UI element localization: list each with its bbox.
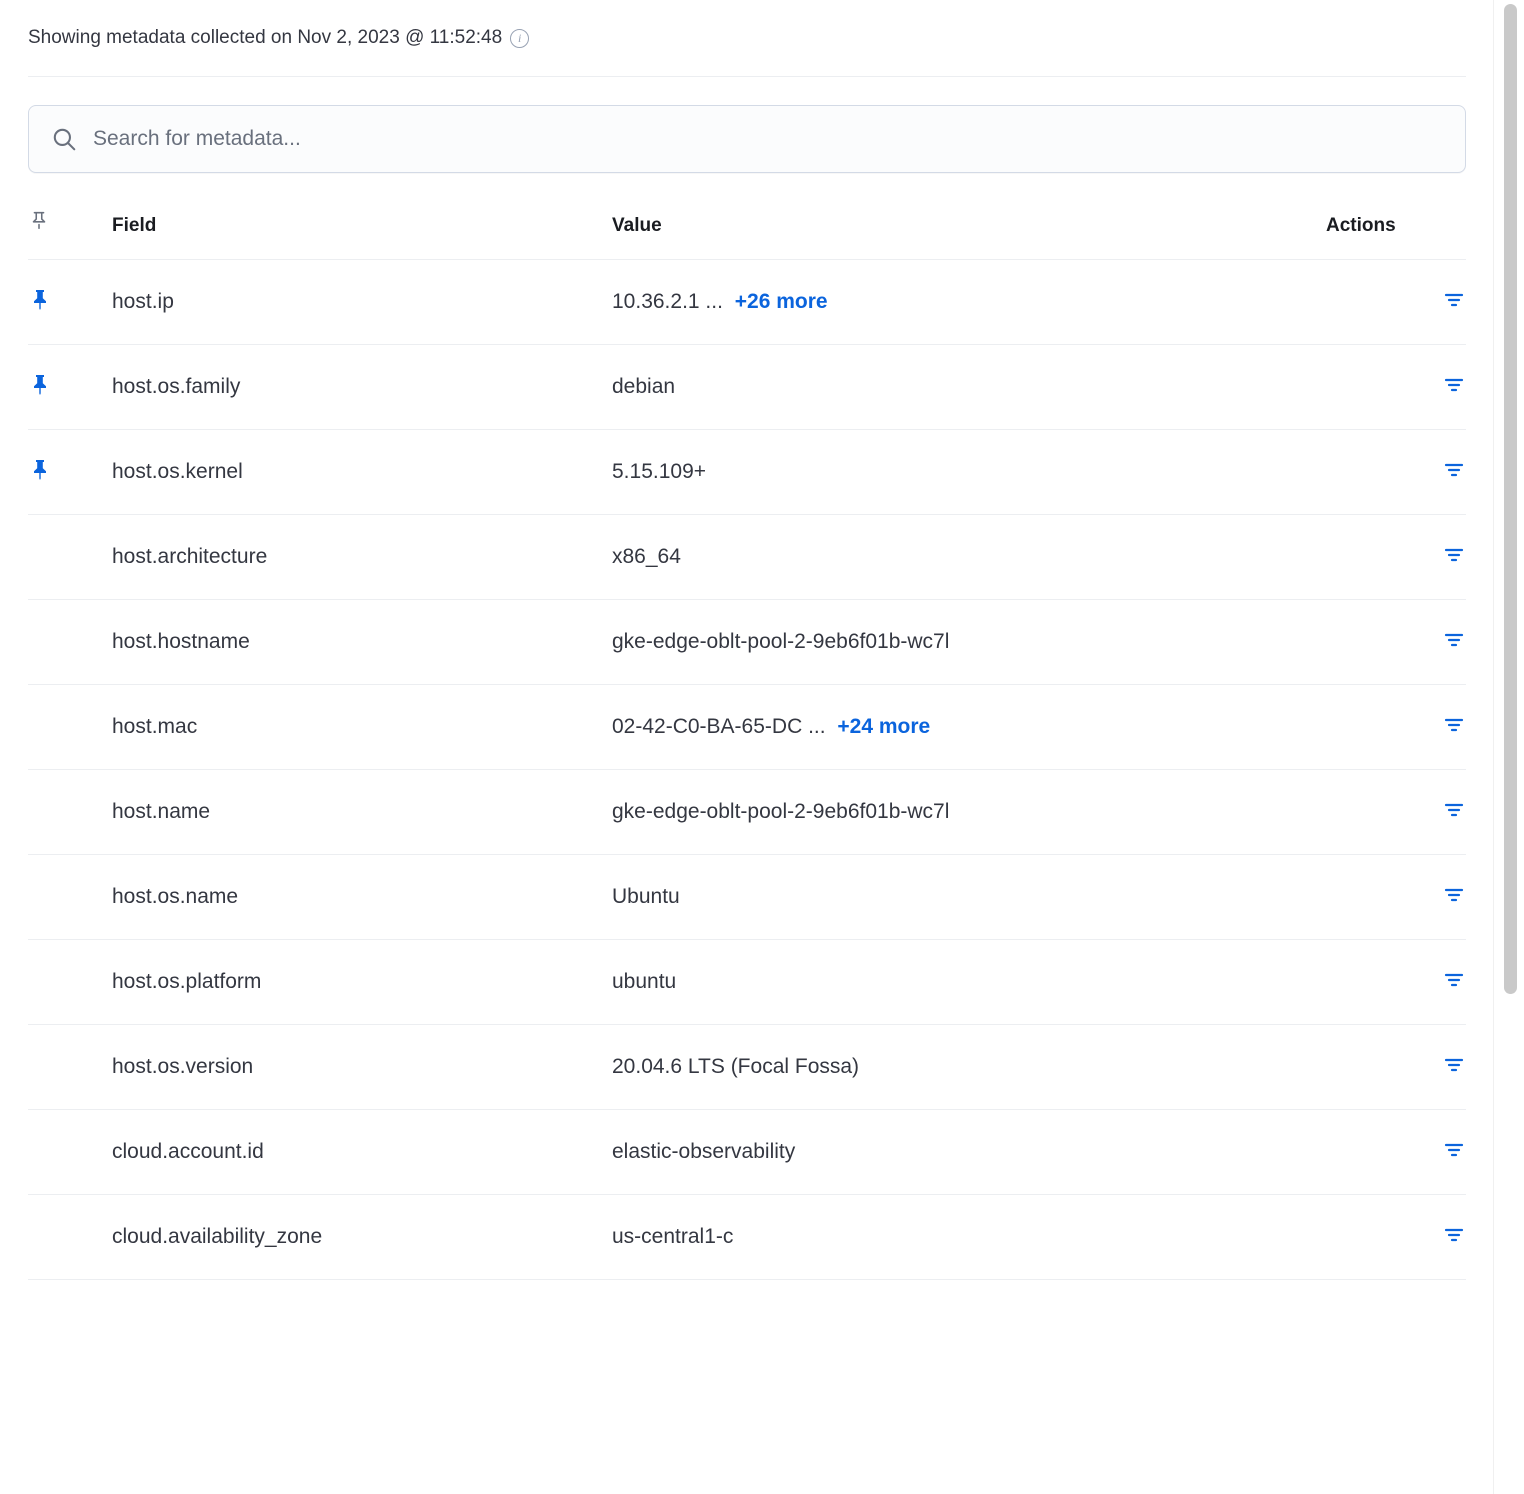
info-icon[interactable]: i xyxy=(510,29,529,48)
field-name: host.os.family xyxy=(112,345,612,430)
metadata-timestamp-text: Showing metadata collected on Nov 2, 2023 @ 11:52:48 xyxy=(28,27,503,48)
field-value xyxy=(612,685,1326,770)
scrollbar-thumb[interactable] xyxy=(1504,4,1517,994)
filter-for-value-icon[interactable] xyxy=(1440,1222,1466,1248)
table-row xyxy=(28,345,1466,430)
field-name: host.os.platform xyxy=(112,940,612,1025)
pin-icon[interactable] xyxy=(28,372,54,398)
filter-for-value-icon[interactable] xyxy=(1440,1137,1466,1163)
metadata-table xyxy=(28,209,1466,1280)
table-row xyxy=(28,1025,1466,1110)
row-actions[interactable] xyxy=(1326,430,1466,515)
field-value xyxy=(612,1025,1326,1110)
field-name: host.name xyxy=(112,770,612,855)
row-pin-cell[interactable] xyxy=(28,855,112,940)
row-pin-cell[interactable] xyxy=(28,430,112,515)
row-actions[interactable] xyxy=(1326,345,1466,430)
value-text: elastic-observability xyxy=(612,1140,796,1163)
row-actions[interactable] xyxy=(1326,600,1466,685)
table-header-row xyxy=(28,209,1466,260)
pin-icon xyxy=(28,209,54,235)
row-actions[interactable] xyxy=(1326,1025,1466,1110)
search-box[interactable] xyxy=(28,105,1466,173)
filter-for-value-icon[interactable] xyxy=(1440,627,1466,653)
filter-for-value-icon[interactable] xyxy=(1440,882,1466,908)
field-name: host.hostname xyxy=(112,600,612,685)
value-text: gke-edge-oblt-pool-2-9eb6f01b-wc7l xyxy=(612,800,950,823)
table-row xyxy=(28,940,1466,1025)
pin-icon[interactable] xyxy=(28,457,54,483)
row-actions[interactable] xyxy=(1326,855,1466,940)
row-pin-cell[interactable] xyxy=(28,345,112,430)
table-row xyxy=(28,1110,1466,1195)
field-value xyxy=(612,770,1326,855)
value-text: 10.36.2.1 ... xyxy=(612,290,723,313)
field-column-header: Field xyxy=(112,209,612,260)
value-text: ubuntu xyxy=(612,970,677,993)
value-text: x86_64 xyxy=(612,545,681,568)
field-name: cloud.account.id xyxy=(112,1110,612,1195)
row-actions[interactable] xyxy=(1326,940,1466,1025)
row-actions[interactable] xyxy=(1326,1110,1466,1195)
pin-icon[interactable] xyxy=(28,287,54,313)
row-pin-cell[interactable] xyxy=(28,260,112,345)
vertical-scrollbar[interactable] xyxy=(1493,0,1524,1494)
filter-for-value-icon[interactable] xyxy=(1440,1052,1466,1078)
row-pin-cell[interactable] xyxy=(28,1025,112,1110)
table-row xyxy=(28,770,1466,855)
more-values-link[interactable]: +24 more xyxy=(837,715,931,738)
value-text: gke-edge-oblt-pool-2-9eb6f01b-wc7l xyxy=(612,630,950,653)
row-actions[interactable] xyxy=(1326,685,1466,770)
field-name: host.ip xyxy=(112,260,612,345)
value-text: Ubuntu xyxy=(612,885,680,908)
table-row xyxy=(28,260,1466,345)
field-value xyxy=(612,855,1326,940)
table-row xyxy=(28,600,1466,685)
search-section xyxy=(28,105,1466,173)
value-text: 20.04.6 LTS (Focal Fossa) xyxy=(612,1055,860,1078)
search-input[interactable] xyxy=(93,127,1443,151)
field-value xyxy=(612,515,1326,600)
value-text: us-central1-c xyxy=(612,1225,734,1248)
table-body xyxy=(28,260,1466,1280)
actions-column-header: Actions xyxy=(1326,209,1466,260)
filter-for-value-icon[interactable] xyxy=(1440,372,1466,398)
filter-for-value-icon[interactable] xyxy=(1440,712,1466,738)
table-row xyxy=(28,515,1466,600)
row-pin-cell[interactable] xyxy=(28,685,112,770)
field-name: host.architecture xyxy=(112,515,612,600)
row-pin-cell[interactable] xyxy=(28,770,112,855)
filter-for-value-icon[interactable] xyxy=(1440,287,1466,313)
row-actions[interactable] xyxy=(1326,770,1466,855)
value-text: 02-42-C0-BA-65-DC ... xyxy=(612,715,826,738)
field-name: host.os.version xyxy=(112,1025,612,1110)
row-pin-cell[interactable] xyxy=(28,940,112,1025)
more-values-link[interactable]: +26 more xyxy=(734,290,828,313)
field-value xyxy=(612,430,1326,515)
search-icon xyxy=(51,126,77,152)
row-pin-cell[interactable] xyxy=(28,515,112,600)
table-row xyxy=(28,430,1466,515)
field-value xyxy=(612,600,1326,685)
field-value xyxy=(612,1110,1326,1195)
filter-for-value-icon[interactable] xyxy=(1440,457,1466,483)
row-actions[interactable] xyxy=(1326,260,1466,345)
filter-for-value-icon[interactable] xyxy=(1440,967,1466,993)
row-pin-cell[interactable] xyxy=(28,1110,112,1195)
row-pin-cell[interactable] xyxy=(28,1195,112,1280)
value-text: 5.15.109+ xyxy=(612,460,707,483)
table-row xyxy=(28,685,1466,770)
row-actions[interactable] xyxy=(1326,1195,1466,1280)
field-name: cloud.availability_zone xyxy=(112,1195,612,1280)
metadata-timestamp-note xyxy=(28,0,1466,77)
field-value xyxy=(612,1195,1326,1280)
table-row xyxy=(28,1195,1466,1280)
field-name: host.os.kernel xyxy=(112,430,612,515)
table-row xyxy=(28,855,1466,940)
field-value xyxy=(612,940,1326,1025)
value-text: debian xyxy=(612,375,676,398)
field-value xyxy=(612,260,1326,345)
pin-column-header xyxy=(28,209,112,260)
field-name: host.os.name xyxy=(112,855,612,940)
value-column-header: Value xyxy=(612,209,1326,260)
filter-for-value-icon[interactable] xyxy=(1440,542,1466,568)
field-name: host.mac xyxy=(112,685,612,770)
row-actions[interactable] xyxy=(1326,515,1466,600)
field-value xyxy=(612,345,1326,430)
row-pin-cell[interactable] xyxy=(28,600,112,685)
filter-for-value-icon[interactable] xyxy=(1440,797,1466,823)
